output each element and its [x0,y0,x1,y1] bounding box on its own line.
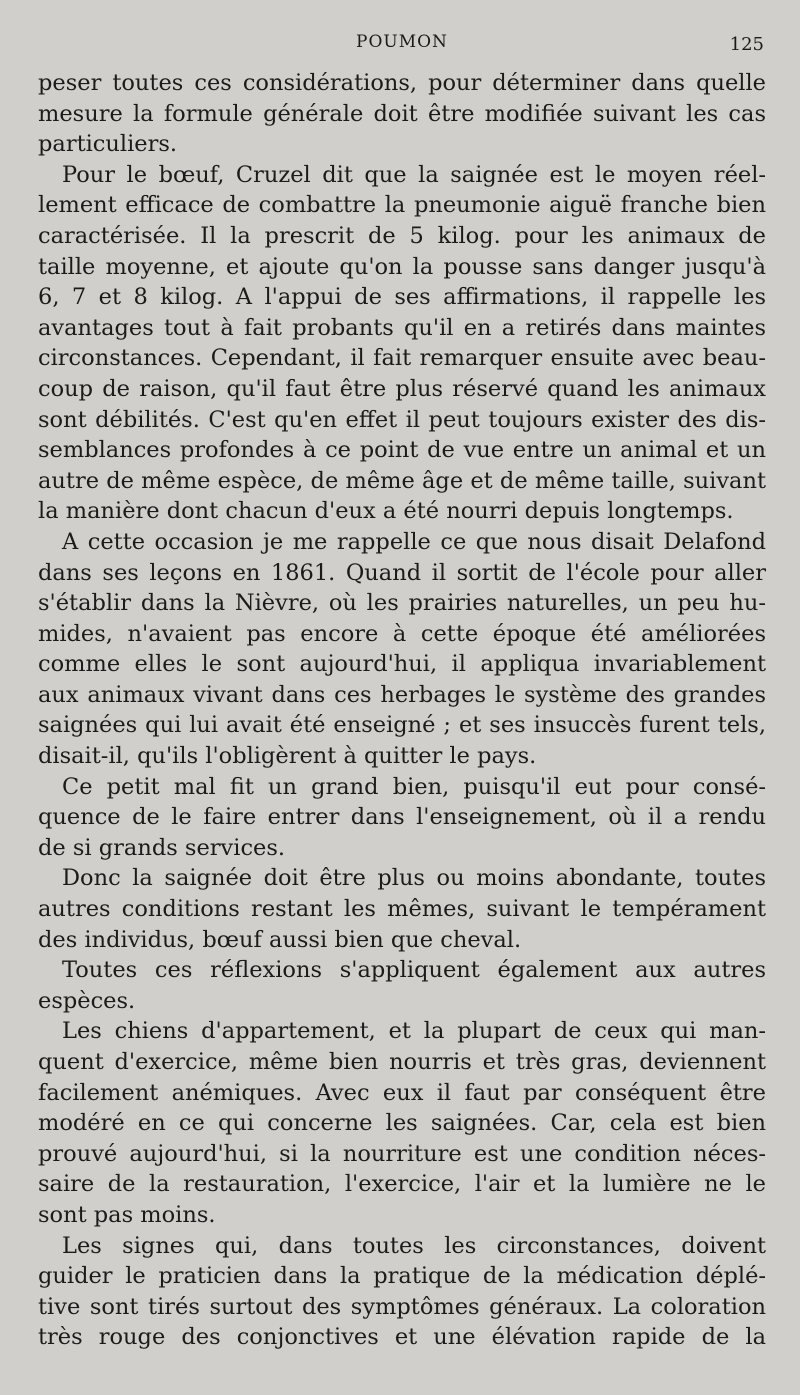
text-line: avantages tout à fait probants qu'il en a retirés dans maintes [38,314,766,341]
text-line: Les chiens d'appartement, et la plupart de ceux qui man- [62,1018,766,1045]
text-line: 6, 7 et 8 kilog. A l'appui de ses affirmations, il rappelle les [38,284,766,311]
text-line: mides, n'avaient pas encore à cette époque été améliorées [38,620,766,647]
text-line: des individus, bœuf aussi bien que cheval. [38,926,522,953]
text-line: semblances profondes à ce point de vue entre un animal et un [38,437,766,464]
text-line: Les signes qui, dans toutes les circonstances, doivent [62,1232,766,1259]
text-line: de si grands services. [38,834,286,861]
text-line: tive sont tirés surtout des symptômes généraux. La coloration [38,1293,766,1320]
text-line: Donc la saignée doit être plus ou moins abondante, toutes [62,865,766,892]
text-line: modéré en ce qui concerne les saignées. Car, cela est bien [38,1110,766,1137]
text-line: particuliers. [38,131,178,158]
text-line: disait-il, qu'ils l'obligèrent à quitter le pays. [38,743,537,770]
text-line: guider le praticien dans la pratique de la médication déplé- [38,1263,766,1290]
text-line: autres conditions restant les mêmes, suivant le tempérament [38,896,766,923]
text-line: s'établir dans la Nièvre, où les prairies naturelles, un peu hu- [38,590,766,617]
text-line: lement efficace de combattre la pneumonie aiguë franche bien [38,192,766,219]
text-line: autre de même espèce, de même âge et de même taille, suivant [38,467,766,494]
text-line: Pour le bœuf, Cruzel dit que la saignée est le moyen réel- [62,161,766,188]
text-line: aux animaux vivant dans ces herbages le système des grandes [38,681,766,708]
text-line: circonstances. Cependant, il fait remarquer ensuite avec beau- [38,345,766,372]
text-line: peser toutes ces considérations, pour déterminer dans quelle [38,70,766,96]
text-line: saignées qui lui avait été enseigné ; et ses insuccès furent tels, [38,712,766,739]
text-line: très rouge des conjonctives et une élévation rapide de la [38,1324,766,1351]
text-line: A cette occasion je me rappelle ce que nous disait Delafond [62,528,766,555]
text-line: quence de le faire entrer dans l'enseignement, où il a rendu [38,804,766,831]
text-line: dans ses leçons en 1861. Quand il sortit de l'école pour aller [38,559,766,586]
text-line: Toutes ces réflexions s'appliquent également aux autres [62,957,766,984]
text-line: saire de la restauration, l'exercice, l'air et la lumière ne le [38,1171,766,1198]
page-number: 125 [729,34,764,55]
text-line: mesure la formule générale doit être modifiée suivant les cas [38,100,766,127]
running-title: POUMON [356,32,448,52]
text-line: Ce petit mal fit un grand bien, puisqu'il eut pour consé- [62,773,766,800]
text-line: caractérisée. Il la prescrit de 5 kilog. pour les animaux de [38,222,766,249]
text-line: quent d'exercice, même bien nourris et très gras, deviennent [38,1049,766,1075]
text-line: la manière dont chacun d'eux a été nourri depuis longtemps. [38,498,734,525]
text-line: sont débilités. C'est qu'en effet il peut toujours exister des dis- [38,406,766,433]
text-line: prouvé aujourd'hui, si la nourriture est une condition néces- [38,1140,766,1167]
text-line: espèces. [38,987,136,1014]
text-line: comme elles le sont aujourd'hui, il appliqua invariablement [38,651,766,678]
text-line: coup de raison, qu'il faut être plus réservé quand les animaux [38,375,766,402]
text-line: taille moyenne, et ajoute qu'on la pousse sans danger jusqu'à [38,253,766,280]
text-line: sont pas moins. [38,1201,216,1228]
body-text [38,68,766,1353]
text-line: facilement anémiques. Avec eux il faut par conséquent être [38,1079,766,1106]
